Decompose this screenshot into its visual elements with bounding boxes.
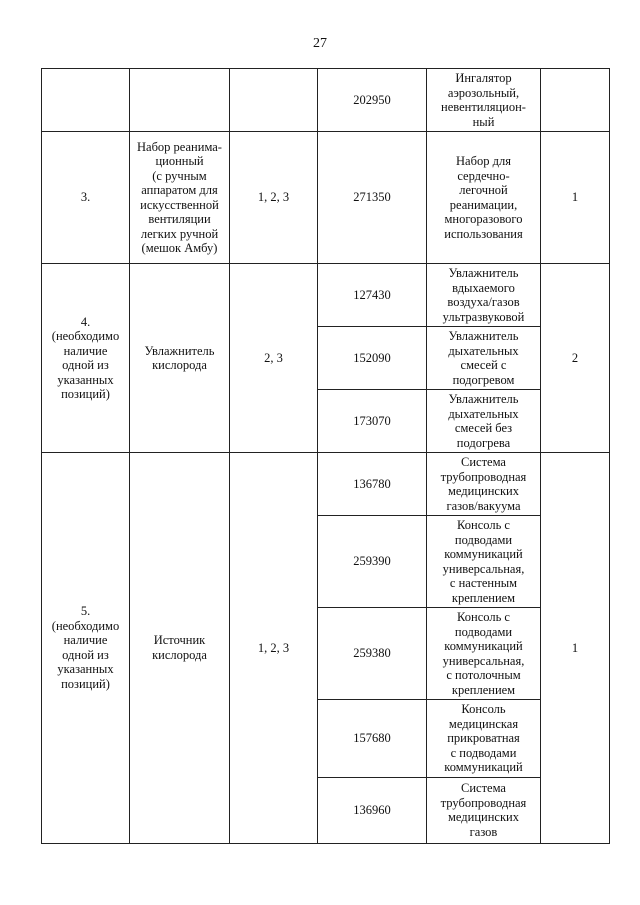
cell-name: Консоль с подводами коммуникаций универсальная, с настенным креплением (427, 516, 541, 608)
table-row (42, 69, 610, 132)
table-row (42, 132, 610, 264)
cell-code: 157680 (318, 700, 427, 778)
cell-qty (541, 69, 610, 132)
cell-groups: 1, 2, 3 (230, 453, 318, 844)
table-row (42, 264, 610, 327)
cell-item (130, 69, 230, 132)
cell-name: Система трубопроводная медицинских газов/вакуума (427, 453, 541, 516)
cell-groups: 2, 3 (230, 264, 318, 453)
cell-name: Увлажнитель дыхательных смесей без подогрева (427, 390, 541, 453)
equipment-table (41, 68, 610, 844)
table-row (42, 453, 610, 516)
cell-num: 5. (необходимо наличие одной из указанных позиций) (42, 453, 130, 844)
cell-qty: 2 (541, 264, 610, 453)
cell-code: 259380 (318, 608, 427, 700)
cell-code: 173070 (318, 390, 427, 453)
cell-name: Увлажнитель дыхательных смесей с подогревом (427, 327, 541, 390)
cell-groups (230, 69, 318, 132)
cell-num (42, 69, 130, 132)
cell-item: Увлажнитель кислорода (130, 264, 230, 453)
cell-code: 271350 (318, 132, 427, 264)
cell-name: Ингалятор аэрозольный, невентиляцион- ный (427, 69, 541, 132)
cell-qty: 1 (541, 132, 610, 264)
cell-qty: 1 (541, 453, 610, 844)
cell-num: 3. (42, 132, 130, 264)
cell-code: 136960 (318, 777, 427, 843)
cell-item: Источник кислорода (130, 453, 230, 844)
cell-name: Набор для сердечно- легочной реанимации, многоразового использования (427, 132, 541, 264)
cell-code: 136780 (318, 453, 427, 516)
cell-groups: 1, 2, 3 (230, 132, 318, 264)
cell-name: Консоль с подводами коммуникаций универсальная, с потолочным креплением (427, 608, 541, 700)
cell-code: 259390 (318, 516, 427, 608)
page-number: 27 (313, 36, 327, 51)
cell-name: Система трубопроводная медицинских газов (427, 777, 541, 843)
cell-code: 127430 (318, 264, 427, 327)
cell-code: 202950 (318, 69, 427, 132)
cell-code: 152090 (318, 327, 427, 390)
cell-num: 4. (необходимо наличие одной из указанных позиций) (42, 264, 130, 453)
cell-item: Набор реанима- ционный (с ручным аппаратом для искусственной вентиляции легких ручной (мешок Амбу) (130, 132, 230, 264)
cell-name: Консоль медицинская прикроватная с подводами коммуникаций (427, 700, 541, 778)
cell-name: Увлажнитель вдыхаемого воздуха/газов ультразвуковой (427, 264, 541, 327)
